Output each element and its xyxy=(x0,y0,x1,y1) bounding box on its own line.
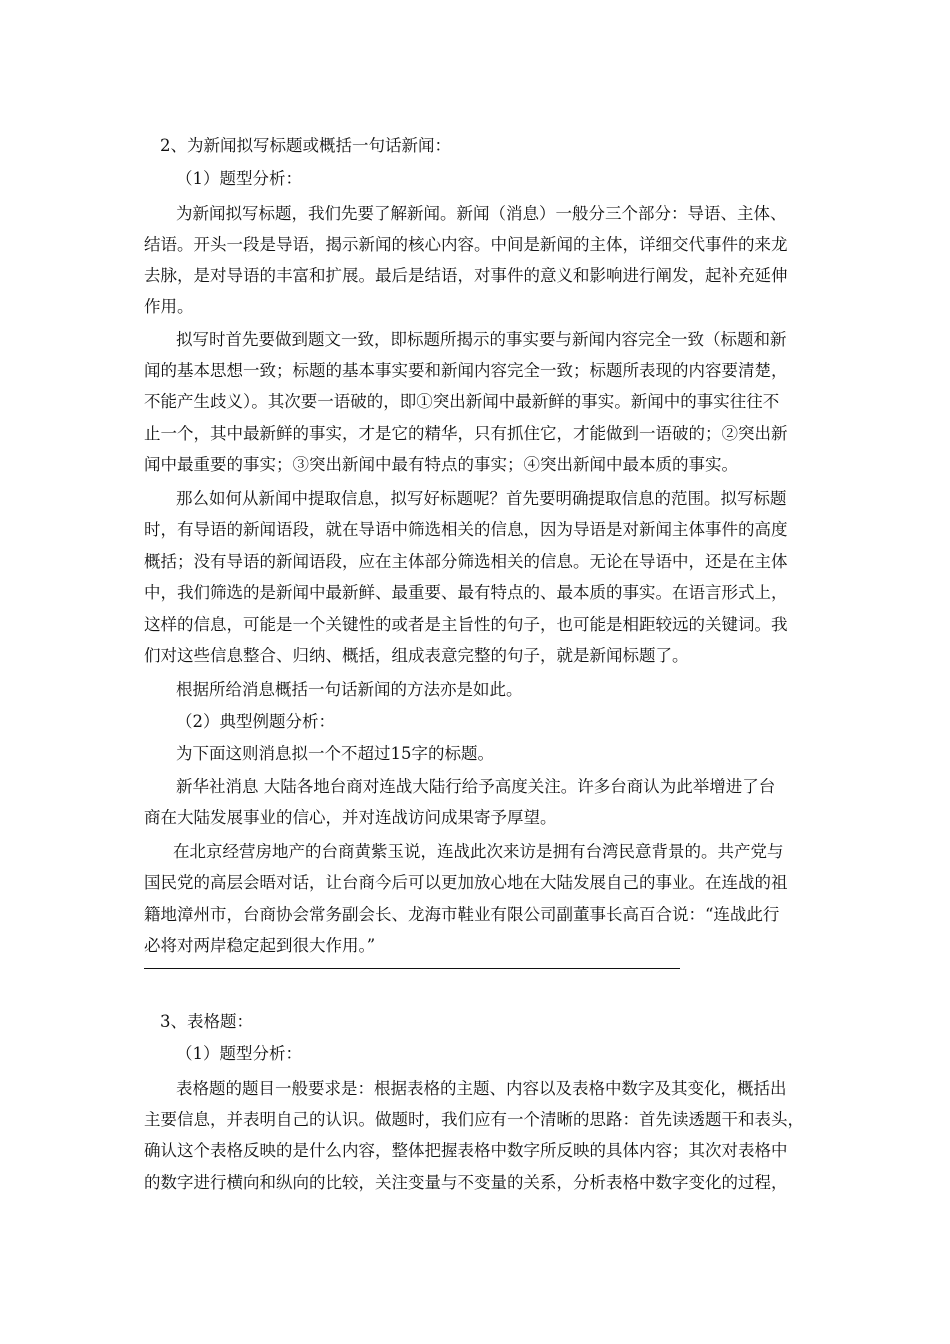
news-line: 商在大陆发展事业的信心，并对连战访问成果寄予厚望。 xyxy=(144,808,557,827)
paragraph-line: 概括；没有导语的新闻语段，应在主体部分筛选相关的信息。无论在导语中，还是在主体 xyxy=(144,552,788,571)
paragraph-line: 作用。 xyxy=(144,297,194,316)
paragraph-line: 这样的信息，可能是一个关键性的或者是主旨性的句子，也可能是相距较远的关键词。我 xyxy=(144,615,788,634)
section-3-analysis-title: （1）题型分析： xyxy=(176,1044,302,1063)
paragraph-line: 们对这些信息整合、归纳、概括，组成表意完整的句子，就是新闻标题了。 xyxy=(144,646,689,665)
paragraph-line: 时，有导语的新闻语段，就在导语中筛选相关的信息，因为导语是对新闻主体事件的高度 xyxy=(144,520,788,539)
paragraph-line: 拟写时首先要做到题文一致，即标题所揭示的事实要与新闻内容完全一致（标题和新 xyxy=(176,330,787,349)
paragraph-line: 止一个，其中最新鲜的事实，才是它的精华，只有抓住它，才能做到一语破的；②突出新 xyxy=(144,424,788,443)
news-line: 籍地漳州市，台商协会常务副会长、龙海市鞋业有限公司副董事长高百合说：“连战此行 xyxy=(144,905,780,924)
paragraph-line: 表格题的题目一般要求是：根据表格的主题、内容以及表格中数字及其变化，概括出 xyxy=(176,1079,787,1098)
news-line: 必将对两岸稳定起到很大作用。” xyxy=(144,936,376,955)
paragraph-line: 那么如何从新闻中提取信息，拟写好标题呢？首先要明确提取信息的范围。拟写标题 xyxy=(176,489,787,508)
news-line: 在北京经营房地产的台商黄紫玉说，连战此次来访是拥有台湾民意背景的。共产党与 xyxy=(173,842,784,861)
paragraph-line: 确认这个表格反映的是什么内容，整体把握表格中数字所反映的具体内容；其次对表格中 xyxy=(144,1141,788,1160)
paragraph-line: 主要信息，并表明自己的认识。做题时，我们应有一个清晰的思路：首先读透题干和表头， xyxy=(144,1110,804,1129)
paragraph-line: 不能产生歧义）。其次要一语破的，即①突出新闻中最新鲜的事实。新闻中的事实往往不 xyxy=(144,392,780,411)
section-3-heading: 3、表格题： xyxy=(160,1012,253,1031)
paragraph-line: 根据所给消息概括一句话新闻的方法亦是如此。 xyxy=(176,680,523,699)
answer-blank-line xyxy=(144,968,680,969)
paragraph-line: 为新闻拟写标题，我们先要了解新闻。新闻（消息）一般分三个部分：导语、主体、 xyxy=(176,204,787,223)
paragraph-line: 闻中最重要的事实；③突出新闻中最有特点的事实；④突出新闻中最本质的事实。 xyxy=(144,455,738,474)
paragraph-line: 闻的基本思想一致；标题的基本事实要和新闻内容完全一致；标题所表现的内容要清楚， xyxy=(144,361,788,380)
paragraph-line: 结语。开头一段是导语，揭示新闻的核心内容。中间是新闻的主体，详细交代事件的来龙 xyxy=(144,235,788,254)
example-prompt: 为下面这则消息拟一个不超过15字的标题。 xyxy=(176,744,494,763)
paragraph-line: 的数字进行横向和纵向的比较，关注变量与不变量的关系，分析表格中数字变化的过程， xyxy=(144,1173,788,1192)
paragraph-line: 去脉，是对导语的丰富和扩展。最后是结语，对事件的意义和影响进行阐发，起补充延伸 xyxy=(144,266,788,285)
section-2-analysis-title: （1）题型分析： xyxy=(176,169,302,188)
paragraph-line: 中，我们筛选的是新闻中最新鲜、最重要、最有特点的、最本质的事实。在语言形式上， xyxy=(144,583,788,602)
section-2-example-title: （2）典型例题分析： xyxy=(176,712,335,731)
section-2-heading: 2、为新闻拟写标题或概括一句话新闻： xyxy=(160,136,451,155)
news-line: 国民党的高层会晤对话，让台商今后可以更加放心地在大陆发展自己的事业。在连战的祖 xyxy=(144,873,788,892)
news-line: 新华社消息 大陆各地台商对连战大陆行给予高度关注。许多台商认为此举增进了台 xyxy=(176,777,776,796)
